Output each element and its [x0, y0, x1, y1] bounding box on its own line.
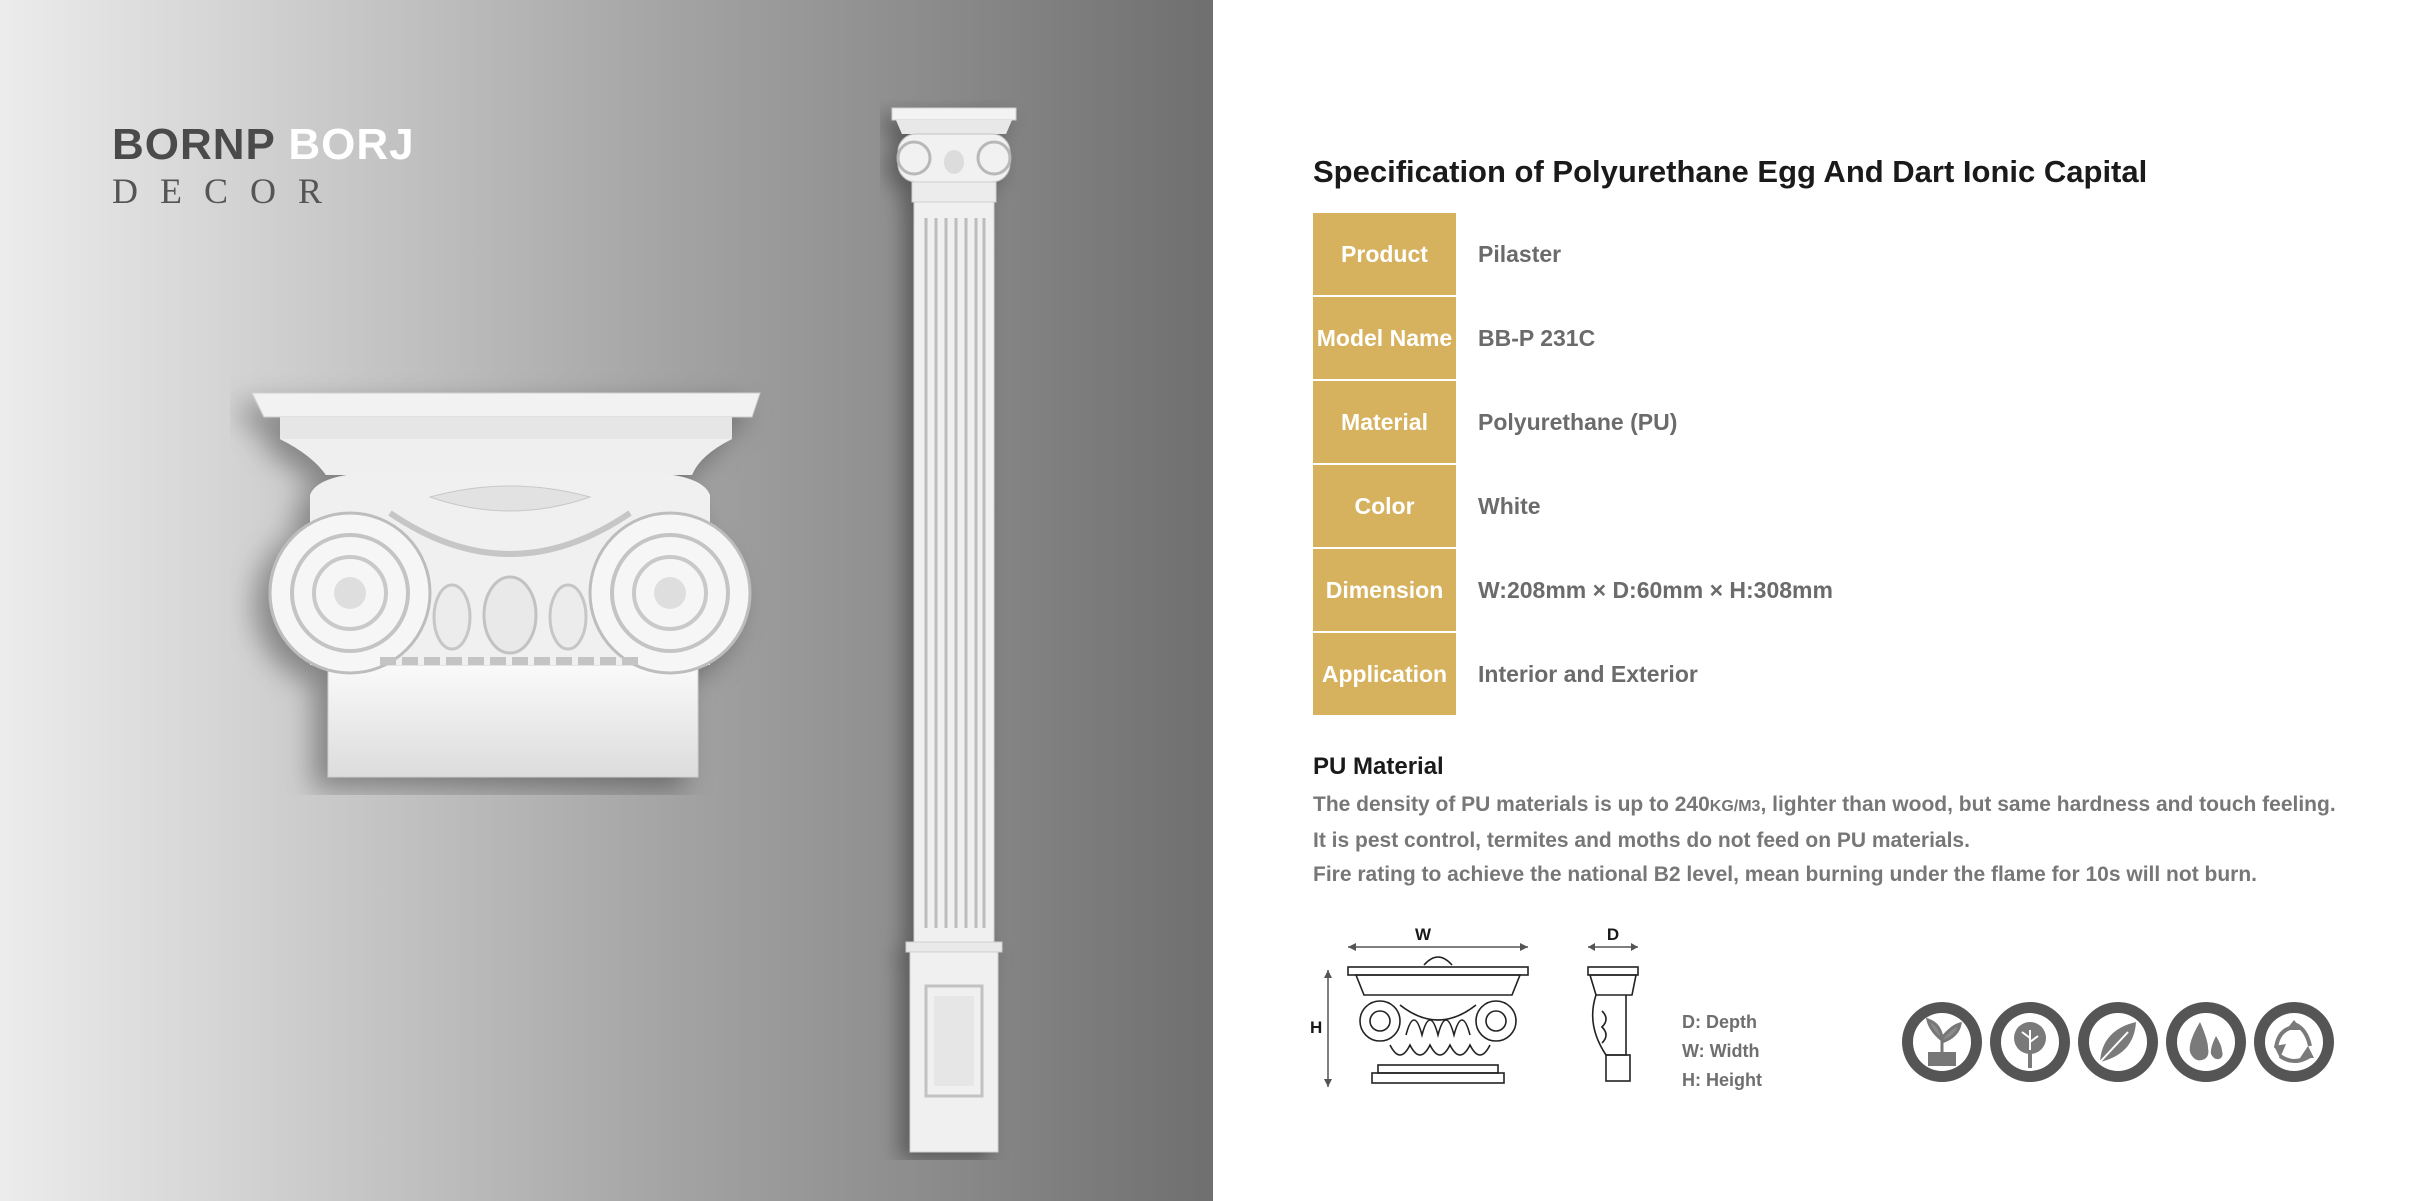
spec-title: Specification of Polyurethane Egg And Dart Ionic Capital	[1313, 154, 2148, 189]
capital-side-drawing	[1588, 967, 1638, 1081]
hypoallergenic-icon	[2076, 1000, 2160, 1084]
table-row	[1313, 548, 2078, 632]
pu-density-unit: KG/M3	[1709, 798, 1761, 815]
logo-word-a: BORNP	[112, 120, 276, 169]
pu-line-pest: It is pest control, termites and moths do not feed on PU materials.	[1313, 829, 1970, 852]
formaldehyde-free-icon	[1900, 1000, 1984, 1084]
spec-value: White	[1456, 464, 2078, 548]
depth-label: D	[1606, 925, 1620, 944]
pu-line-density-b: , lighter than wood, but same hardness and touch feeling.	[1760, 793, 2336, 816]
height-label: H	[1310, 1018, 1323, 1037]
spec-label: Color	[1313, 464, 1456, 548]
legend-depth: D: Depth	[1682, 1012, 1757, 1032]
spec-label: Model Name	[1313, 296, 1456, 380]
table-row	[1313, 380, 2078, 464]
spec-table	[1313, 213, 2078, 715]
brand-logo	[112, 120, 415, 210]
pu-material-description	[1313, 788, 2393, 892]
spec-value: Pilaster	[1478, 240, 1562, 267]
dimension-drawing	[1306, 925, 1646, 1095]
spec-value: W:208mm × D:60mm × H:308mm	[1456, 548, 2078, 632]
ionic-capital-image	[230, 365, 790, 795]
certification-badges	[1900, 1000, 2336, 1084]
dimension-legend	[1682, 1008, 1762, 1095]
pu-line-fire: Fire rating to achieve the national B2 level, mean burning under the flame for 10s will not burn.	[1313, 863, 2258, 886]
table-row	[1313, 296, 2078, 380]
pu-line-density	[1313, 788, 2393, 824]
spec-label: Product	[1313, 213, 1456, 296]
pu-line-density-a: The density of PU materials is up to 240	[1313, 793, 1710, 816]
biodegradable-icon	[2252, 1000, 2336, 1084]
table-row	[1313, 464, 2078, 548]
logo-word-b: BORJ	[288, 120, 415, 169]
legend-width: W: Width	[1682, 1041, 1760, 1061]
spec-value: Interior and Exterior	[1456, 632, 2078, 715]
width-label: W	[1414, 925, 1432, 944]
spec-label: Application	[1313, 632, 1456, 715]
spec-label: Dimension	[1313, 548, 1456, 632]
logo-tagline: DECOR	[112, 171, 345, 211]
moisture-resistant-icon	[2164, 1000, 2248, 1084]
cfc-free-icon	[1988, 1000, 2072, 1084]
spec-label: Material	[1313, 380, 1456, 464]
capital-front-drawing	[1348, 957, 1528, 1083]
pilaster-image	[880, 100, 1030, 1160]
pu-material-heading: PU Material	[1313, 753, 1444, 780]
legend-height: H: Height	[1682, 1070, 1762, 1090]
spec-value: BB-P 231C	[1456, 296, 2078, 380]
table-row	[1313, 632, 2078, 715]
logo-wordmark	[112, 120, 415, 170]
table-row	[1313, 213, 2078, 296]
spec-value: Polyurethane (PU)	[1456, 380, 2078, 464]
